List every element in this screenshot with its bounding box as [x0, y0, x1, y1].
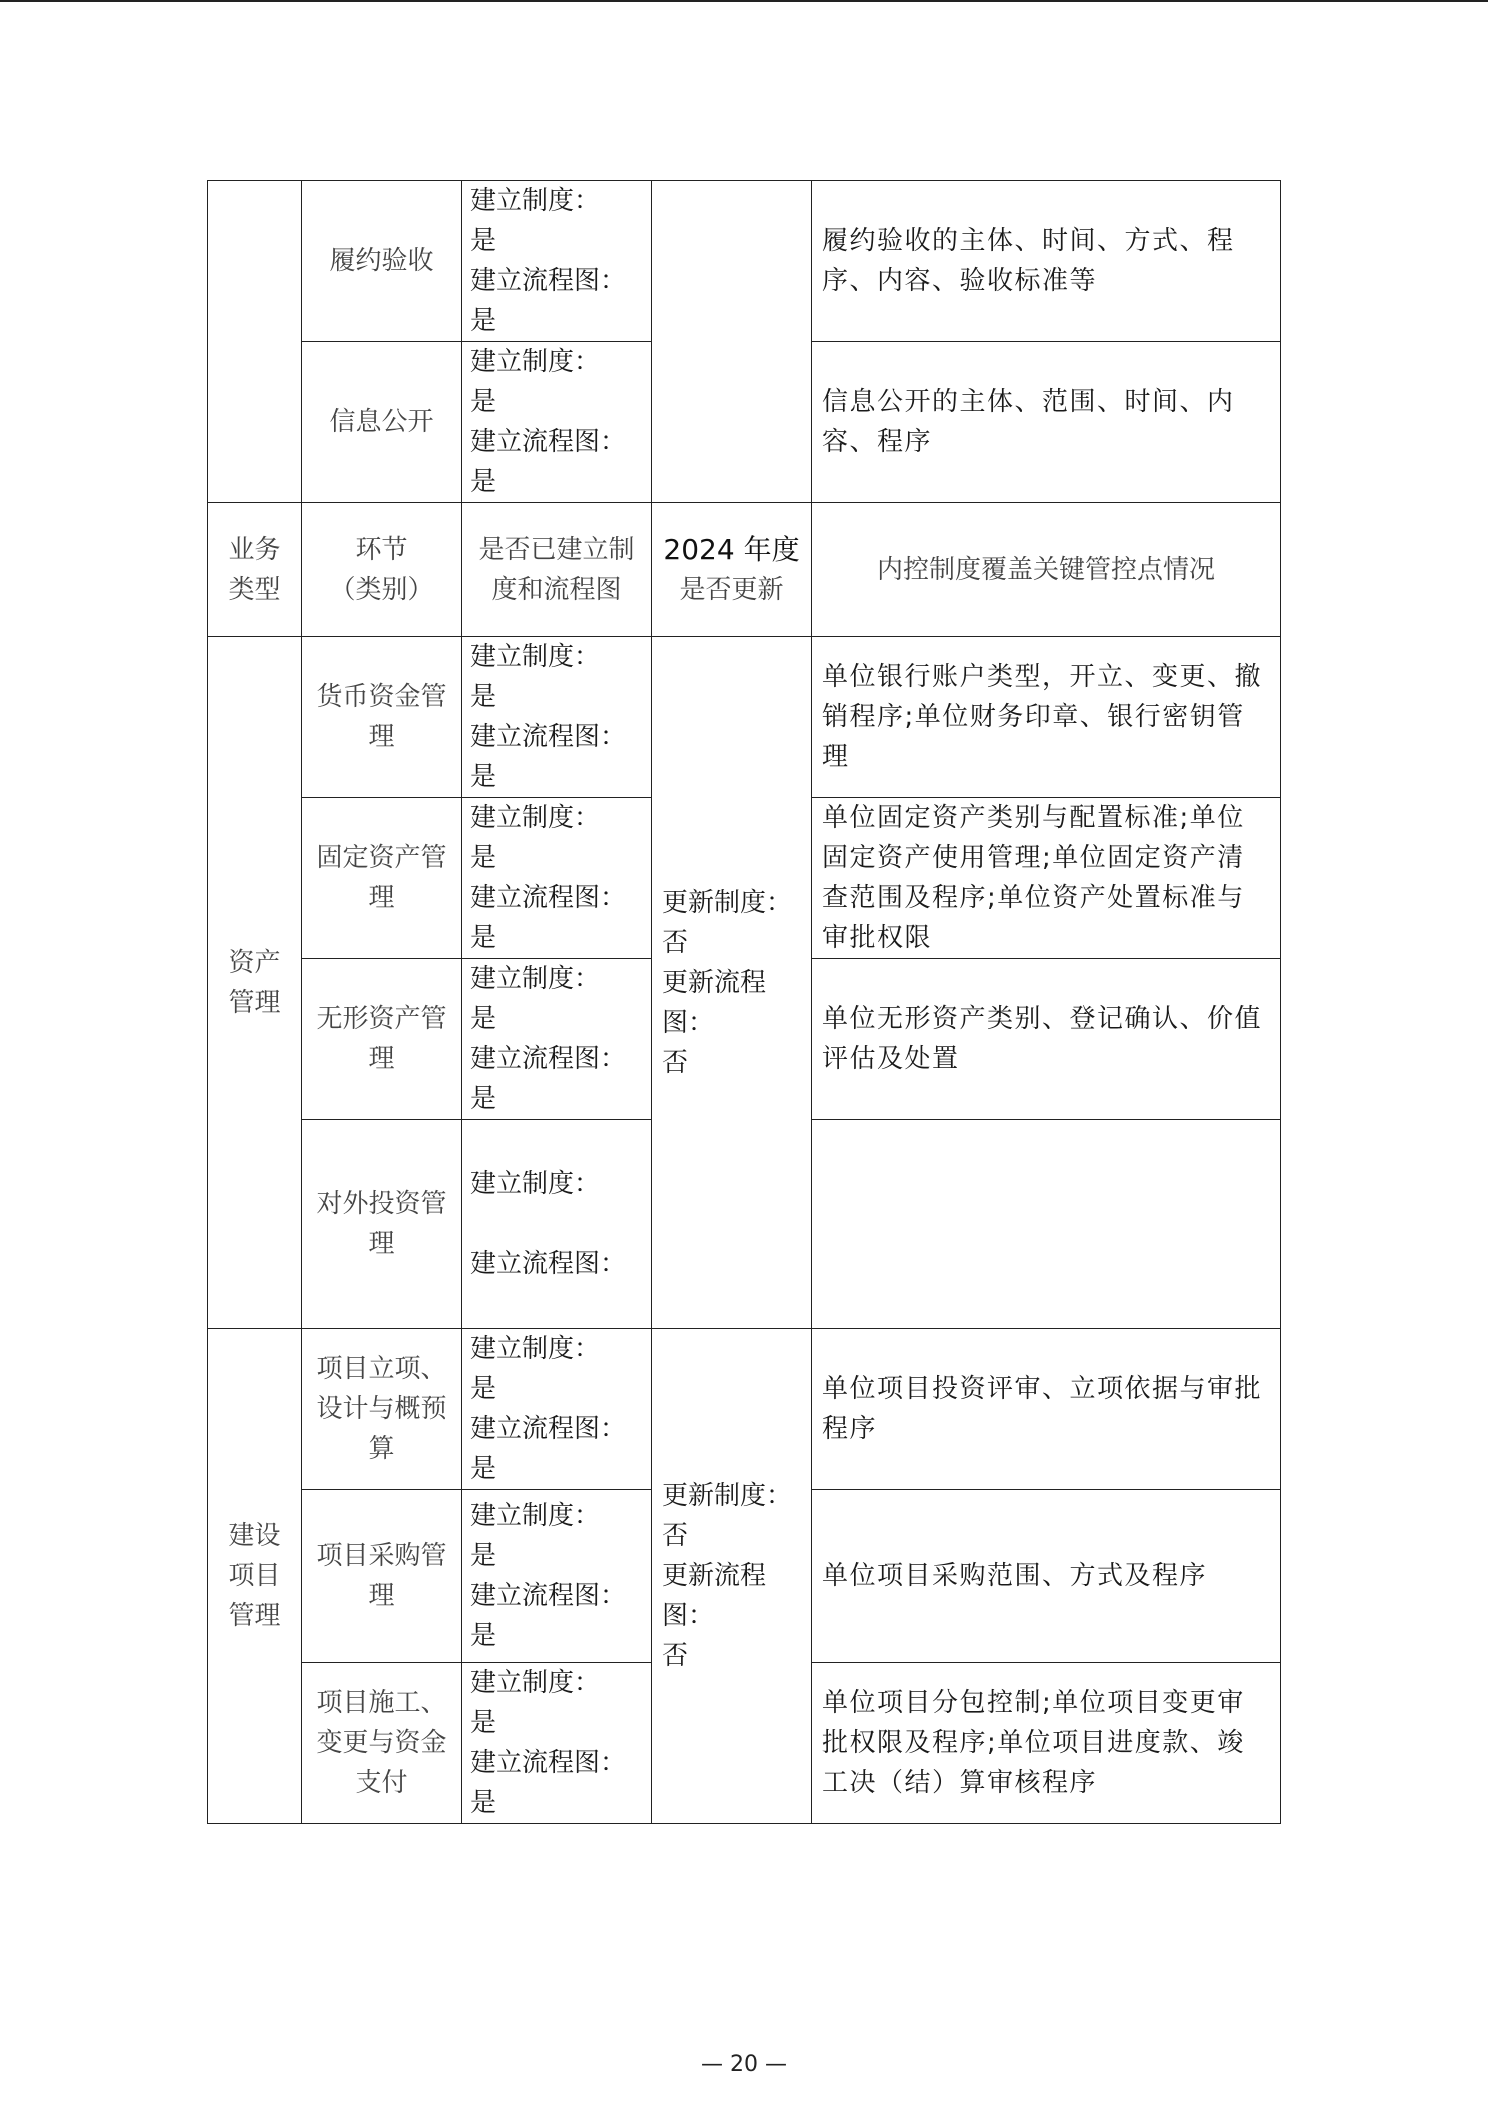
update-status-cell: 更新制度： 否 更新流程 图： 否 [652, 1329, 812, 1824]
header-business-type: 业务类型 [208, 503, 302, 637]
header-established: 是否已建立制度和流程图 [462, 503, 652, 637]
status-cell: 建立制度： 是 建立流程图： 是 [462, 181, 652, 342]
status-cell: 建立制度： 是 建立流程图： 是 [462, 342, 652, 503]
header-coverage: 内控制度覆盖关键管控点情况 [812, 503, 1281, 637]
status-cell: 建立制度： 建立流程图： [462, 1120, 652, 1329]
status-cell: 建立制度： 是 建立流程图： 是 [462, 1329, 652, 1490]
item-cell: 无形资产管理 [302, 959, 462, 1120]
item-cell: 货币资金管理 [302, 637, 462, 798]
status-cell: 建立制度： 是 建立流程图： 是 [462, 1490, 652, 1663]
item-cell: 信息公开 [302, 342, 462, 503]
description-cell: 单位固定资产类别与配置标准;单位固定资产使用管理;单位固定资产清查范围及程序;单位资产处置标准与审批权限 [812, 798, 1281, 959]
status-cell: 建立制度： 是 建立流程图： 是 [462, 1663, 652, 1824]
page-number: — 20 — [701, 2052, 787, 2077]
item-cell: 项目立项、设计与概预算 [302, 1329, 462, 1490]
item-cell: 项目施工、变更与资金支付 [302, 1663, 462, 1824]
header-step: 环节 （类别） [302, 503, 462, 637]
category-cell-empty [208, 181, 302, 503]
item-cell: 履约验收 [302, 181, 462, 342]
status-cell: 建立制度： 是 建立流程图： 是 [462, 959, 652, 1120]
description-cell: 单位项目投资评审、立项依据与审批程序 [812, 1329, 1281, 1490]
table-row [208, 181, 1281, 342]
description-cell: 履约验收的主体、时间、方式、程序、内容、验收标准等 [812, 181, 1281, 342]
status-cell: 建立制度： 是 建立流程图： 是 [462, 798, 652, 959]
description-cell: 单位项目分包控制;单位项目变更审批权限及程序;单位项目进度款、竣工决（结）算审核程序 [812, 1663, 1281, 1824]
update-status-cell: 更新制度： 否 更新流程 图： 否 [652, 637, 812, 1329]
item-cell: 对外投资管理 [302, 1120, 462, 1329]
description-cell [812, 1120, 1281, 1329]
description-cell: 单位项目采购范围、方式及程序 [812, 1490, 1281, 1663]
header-updated: 2024 年度 是否更新 [652, 503, 812, 637]
item-cell: 固定资产管理 [302, 798, 462, 959]
header-row [208, 503, 1281, 637]
description-cell: 信息公开的主体、范围、时间、内容、程序 [812, 342, 1281, 503]
internal-control-table [207, 180, 1281, 1824]
table-row [208, 1329, 1281, 1490]
item-cell: 项目采购管理 [302, 1490, 462, 1663]
description-cell: 单位无形资产类别、登记确认、价值评估及处置 [812, 959, 1281, 1120]
top-border-line [0, 0, 1488, 2]
table-row [208, 637, 1281, 798]
status-cell: 建立制度： 是 建立流程图： 是 [462, 637, 652, 798]
update-cell-empty [652, 181, 812, 503]
category-asset-management: 资产管理 [208, 637, 302, 1329]
category-construction-management: 建设项目管理 [208, 1329, 302, 1824]
description-cell: 单位银行账户类型，开立、变更、撤销程序;单位财务印章、银行密钥管理 [812, 637, 1281, 798]
